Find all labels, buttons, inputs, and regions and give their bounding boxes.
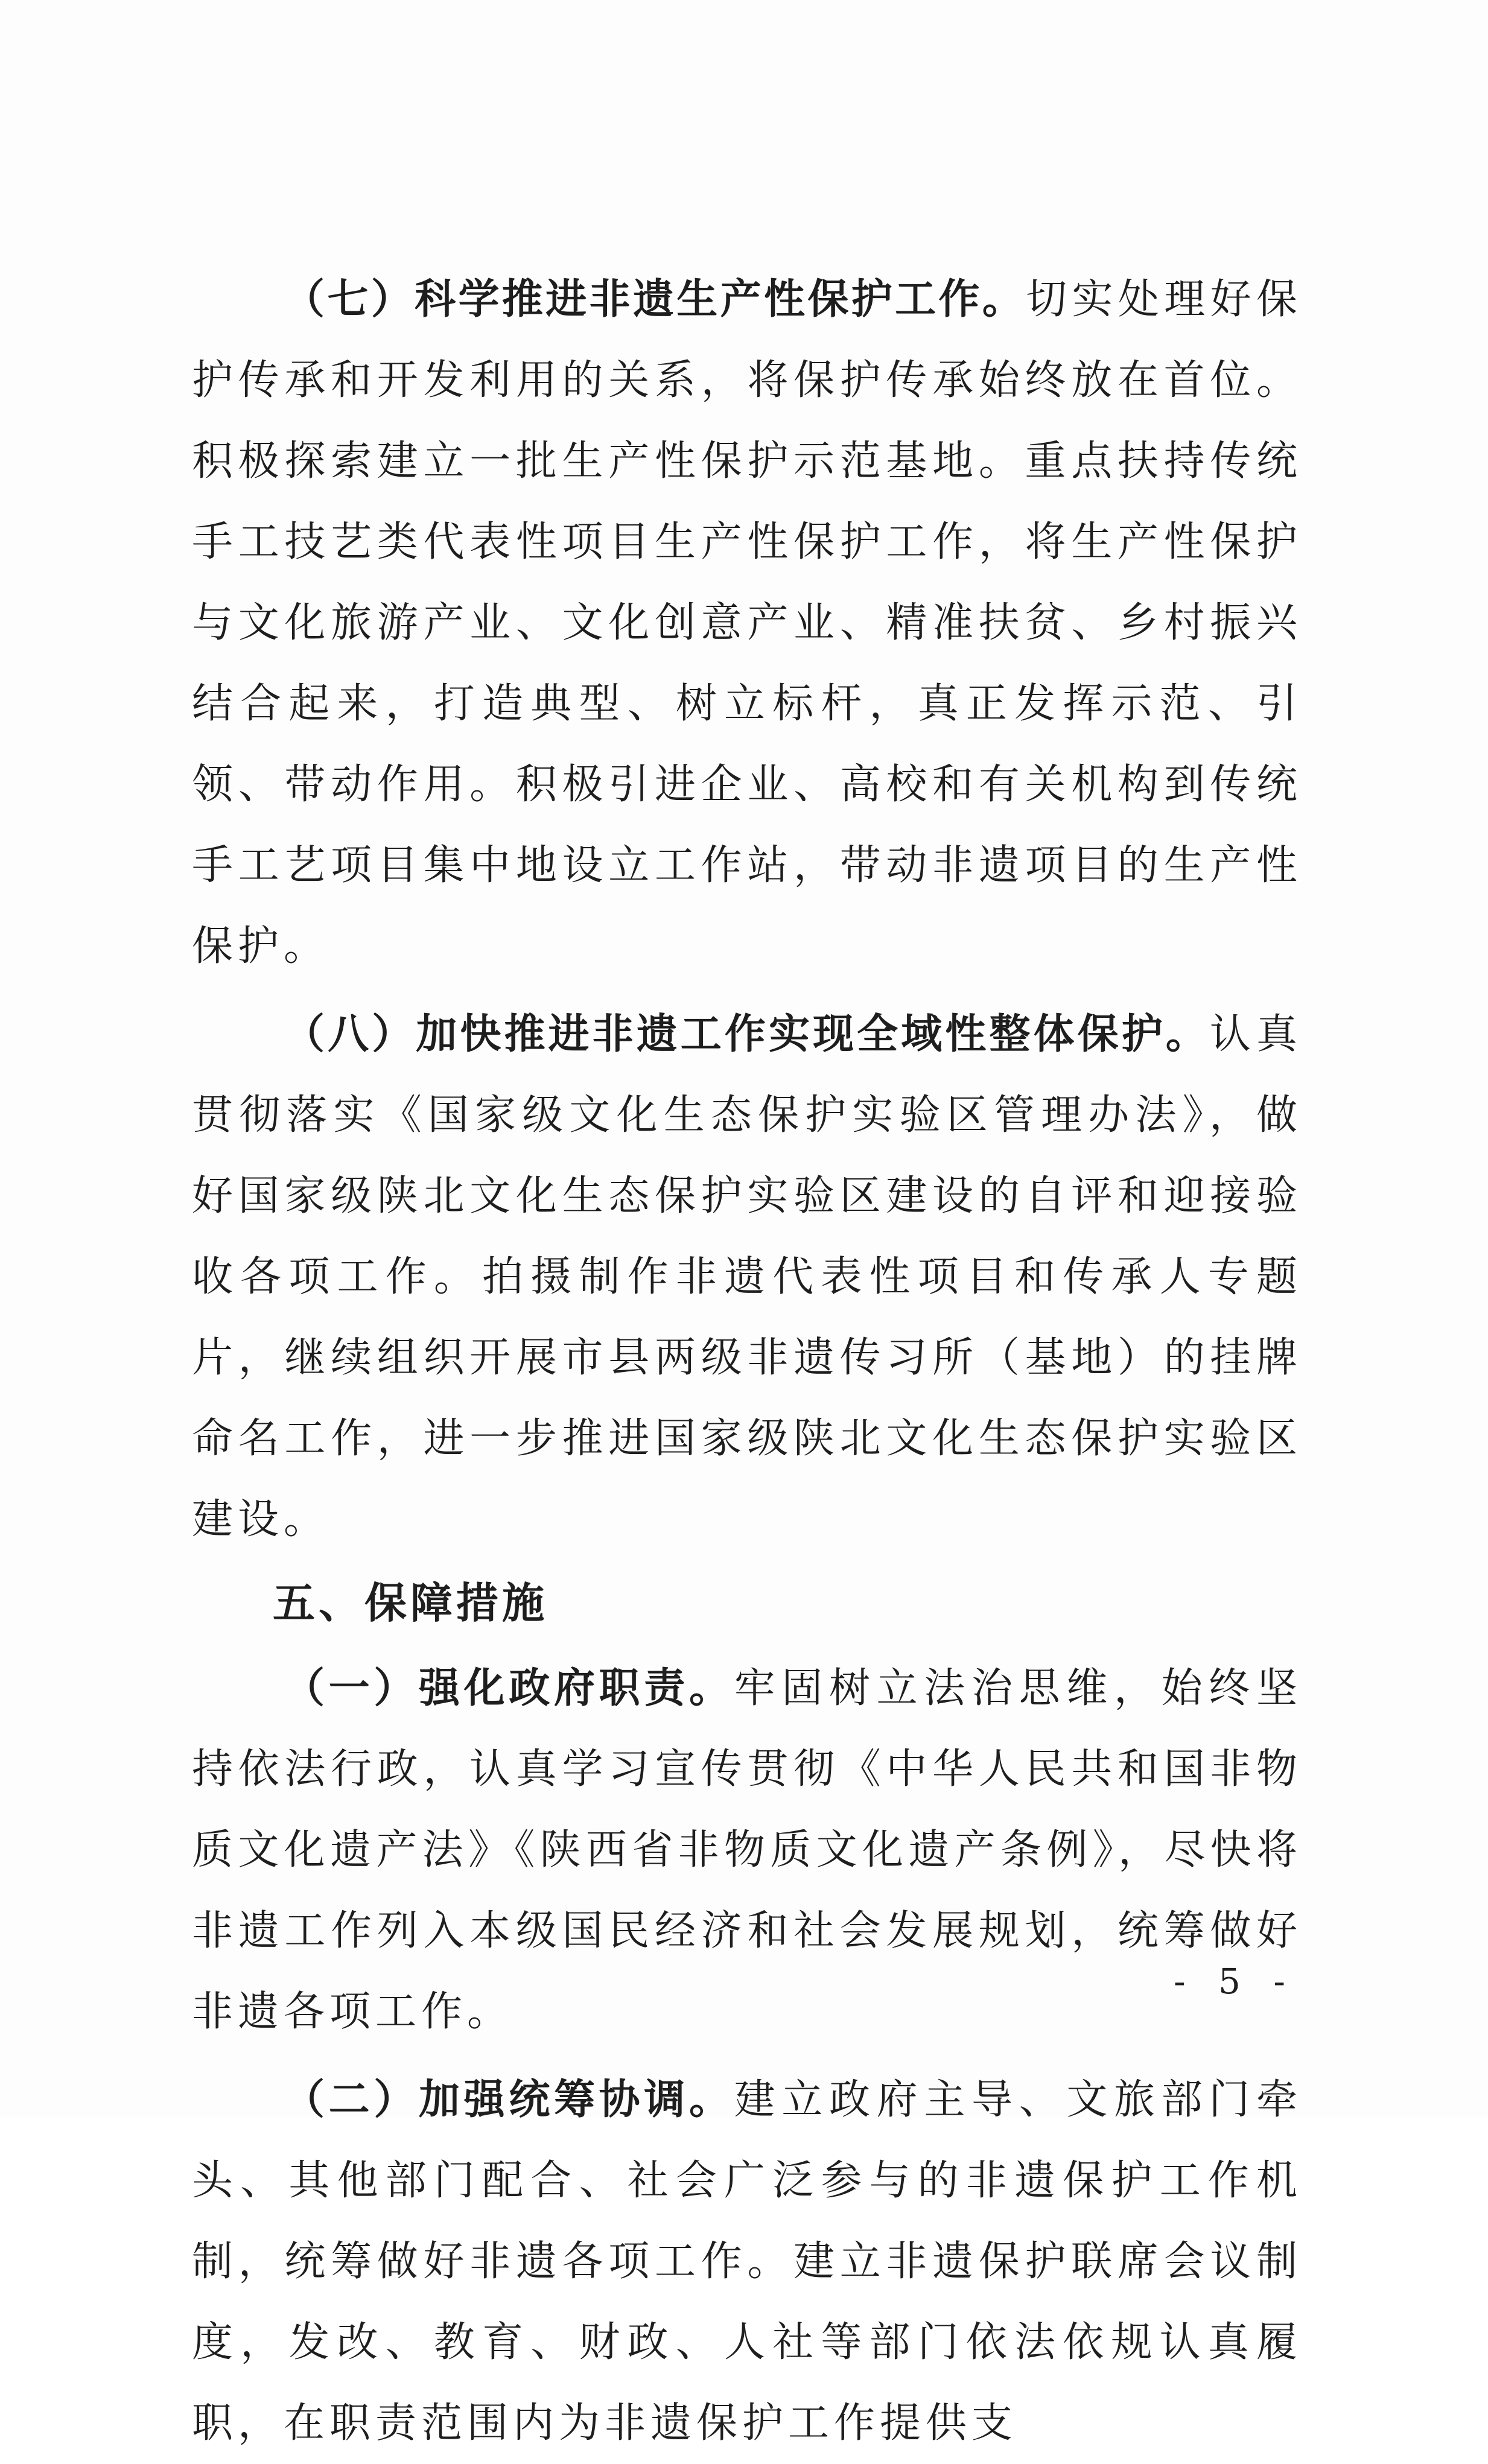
document-body (192, 259, 1302, 2464)
paragraph-text: 认真贯彻落实《国家级文化生态保护实验区管理办法》，做好国家级陕北文化生态保护实验区建设的自评和迎接验收各项工作。拍摄制作非遗代表性项目和传承人专题片，继续组织开展市县两级非遗传习所（基地）的挂牌命名工作，进一步推进国家级陕北文化生态保护实验区建设。 (192, 1011, 1302, 1543)
paragraph-section-7 (192, 259, 1302, 987)
paragraph-text: 切实处理好保护传承和开发利用的关系，将保护传承始终放在首位。积极探索建立一批生产性保护示范基地。重点扶持传统手工技艺类代表性项目生产性保护工作，将生产性保护与文化旅游产业、文化创意产业、精准扶贫、乡村振兴结合起来，打造典型、树立标杆，真正发挥示范、引领、带动作用。积极引进企业、高校和有关机构到传统手工艺项目集中地设立工作站，带动非遗项目的生产性保护。 (192, 276, 1302, 970)
section-heading: 五、保障措施 (273, 1578, 548, 1628)
paragraph-lead: （一）强化政府职责。 (284, 1665, 734, 1712)
page-number: - 5 - (1174, 1961, 1296, 2002)
paragraph-lead: （八）加快推进非遗工作实现全域性整体保护。 (284, 1011, 1210, 1058)
paragraph-text: 建立政府主导、文旅部门牵头、其他部门配合、社会广泛参与的非遗保护工作机制，统筹做好非遗各项工作。建立非遗保护联席会议制度，发改、教育、财政、人社等部门依法依规认真履职，在职责范围内为非遗保护工作提供支 (192, 2076, 1302, 2447)
paragraph-text: 牢固树立法治思维，始终坚持依法行政，认真学习宣传贯彻《中华人民共和国非物质文化遗产法》《陕西省非物质文化遗产条例》，尽快将非遗工作列入本级国民经济和社会发展规划，统筹做好非遗各项工作。 (192, 1665, 1302, 2036)
paragraph-lead: （七）科学推进非遗生产性保护工作。 (284, 276, 1026, 323)
paragraph-section-8 (192, 994, 1302, 1560)
paragraph-measure-1 (192, 1648, 1302, 2053)
paragraph-lead: （二）加强统筹协调。 (284, 2076, 734, 2124)
paragraph-measure-2 (192, 2060, 1302, 2464)
